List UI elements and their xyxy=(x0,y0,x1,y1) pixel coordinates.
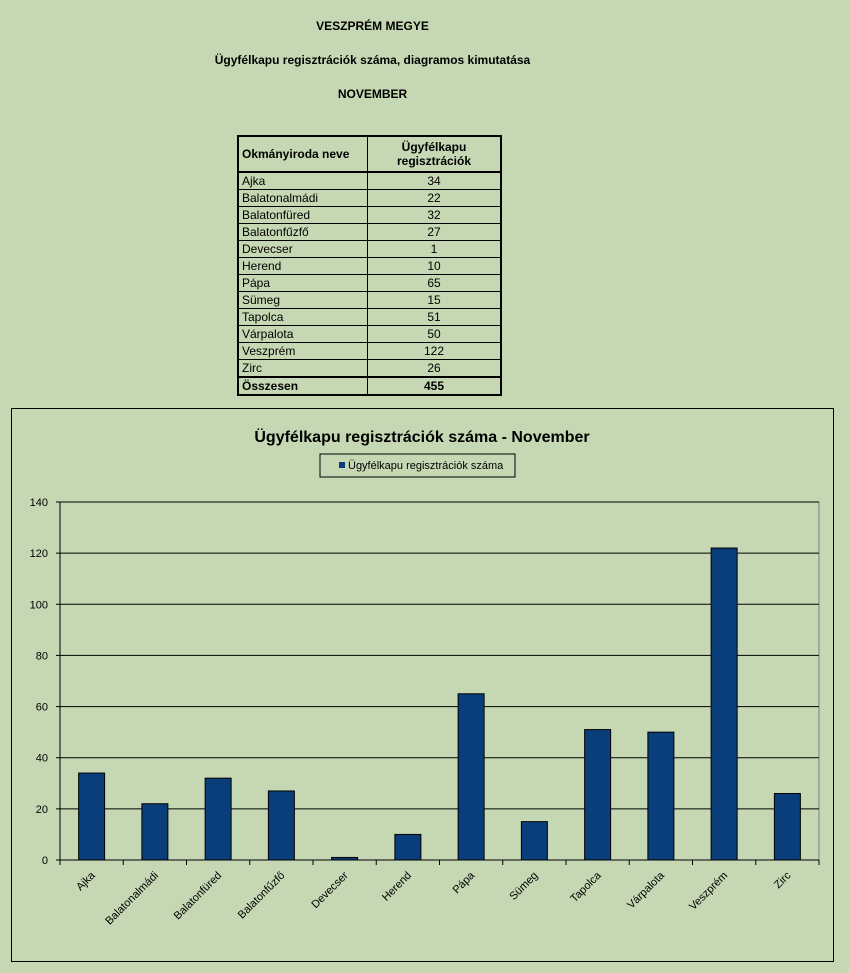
table-row xyxy=(238,360,501,378)
bar xyxy=(458,694,484,860)
office-name-cell: Balatonalmádi xyxy=(238,190,368,207)
office-name-cell: Balatonfűzfő xyxy=(238,224,368,241)
registrations-cell: 1 xyxy=(368,241,502,258)
office-name-cell: Várpalota xyxy=(238,326,368,343)
table-row xyxy=(238,241,501,258)
bar xyxy=(395,834,421,860)
bar xyxy=(774,794,800,860)
table-header-row xyxy=(238,136,501,172)
table-row xyxy=(238,224,501,241)
office-name-cell: Sümeg xyxy=(238,292,368,309)
office-name-cell: Pápa xyxy=(238,275,368,292)
office-name-cell: Zirc xyxy=(238,360,368,378)
registrations-table xyxy=(237,135,502,396)
legend-label: Ügyfélkapu regisztrációk száma xyxy=(348,460,504,472)
x-tick-label: Veszprém xyxy=(687,869,731,913)
x-tick-label: Sümeg xyxy=(507,869,541,903)
chart-title: Ügyfélkapu regisztrációk száma - November xyxy=(254,429,590,446)
table-row xyxy=(238,326,501,343)
table-row xyxy=(238,172,501,190)
total-label-cell: Összesen xyxy=(238,377,368,395)
table-row xyxy=(238,258,501,275)
registrations-cell: 65 xyxy=(368,275,502,292)
table-row xyxy=(238,190,501,207)
y-tick-label: 0 xyxy=(41,855,48,867)
bar xyxy=(79,773,105,860)
x-tick-label: Pápa xyxy=(450,869,478,897)
chart-area xyxy=(11,408,834,962)
x-tick-label: Várpalota xyxy=(625,869,667,912)
registrations-cell: 50 xyxy=(368,326,502,343)
plot-area xyxy=(60,502,819,860)
table-row xyxy=(238,292,501,309)
page-subtitle: Ügyfélkapu regisztrációk száma, diagramos kimutatása xyxy=(214,53,531,67)
bar xyxy=(521,822,547,860)
registrations-cell: 32 xyxy=(368,207,502,224)
column-header-office: Okmányiroda neve xyxy=(238,136,368,172)
office-name-cell: Devecser xyxy=(238,241,368,258)
registrations-cell: 122 xyxy=(368,343,502,360)
table-row xyxy=(238,343,501,360)
office-name-cell: Balatonfüred xyxy=(238,207,368,224)
bar-chart xyxy=(12,409,833,961)
office-name-cell: Herend xyxy=(238,258,368,275)
x-tick-label: Herend xyxy=(379,869,414,904)
registrations-cell: 34 xyxy=(368,172,502,190)
y-tick-label: 80 xyxy=(35,650,48,663)
office-name-cell: Tapolca xyxy=(238,309,368,326)
y-tick-label: 60 xyxy=(35,701,48,714)
x-tick-label: Tapolca xyxy=(568,869,604,905)
table-row xyxy=(238,275,501,292)
registrations-cell: 22 xyxy=(368,190,502,207)
page-title: VESZPRÉM MEGYE xyxy=(316,19,429,33)
table-total-row xyxy=(238,377,501,395)
legend-swatch xyxy=(339,462,345,468)
bar xyxy=(332,857,358,860)
bar xyxy=(648,732,674,860)
x-tick-label: Balatonfüred xyxy=(171,869,225,923)
y-tick-label: 40 xyxy=(35,752,48,765)
month-label: NOVEMBER xyxy=(337,87,408,101)
registrations-cell: 15 xyxy=(368,292,502,309)
registrations-cell: 27 xyxy=(368,224,502,241)
registrations-cell: 10 xyxy=(368,258,502,275)
column-header-registrations: Ügyfélkapu regisztrációk xyxy=(368,136,502,172)
y-tick-label: 120 xyxy=(29,548,48,561)
table-row xyxy=(238,207,501,224)
bar xyxy=(585,730,611,860)
x-tick-label: Balatonfűzfő xyxy=(235,869,288,922)
table-row xyxy=(238,309,501,326)
y-tick-label: 140 xyxy=(29,497,48,509)
bar xyxy=(205,778,231,860)
office-name-cell: Ajka xyxy=(238,172,368,190)
registrations-cell: 51 xyxy=(368,309,502,326)
bar xyxy=(142,804,168,860)
office-name-cell: Veszprém xyxy=(238,343,368,360)
x-tick-label: Zirc xyxy=(772,869,794,892)
bar xyxy=(268,791,294,860)
x-tick-label: Ajka xyxy=(74,869,98,894)
registrations-cell: 26 xyxy=(368,360,502,378)
bar xyxy=(711,548,737,860)
x-tick-label: Devecser xyxy=(309,869,351,911)
total-value-cell: 455 xyxy=(368,377,502,395)
y-tick-label: 100 xyxy=(29,599,48,612)
x-tick-label: Balatonalmádi xyxy=(103,869,161,928)
y-tick-label: 20 xyxy=(35,803,48,816)
